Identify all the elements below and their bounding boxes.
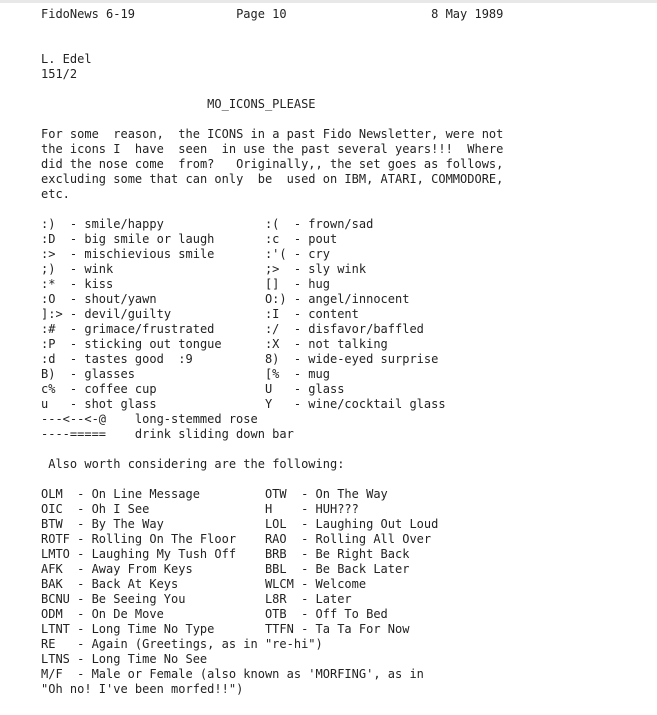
icon-row	[41, 277, 657, 292]
icon-description-right: cry	[308, 247, 330, 261]
dash-separator: -	[77, 637, 85, 651]
abbrev-right: WLCM	[264, 577, 294, 591]
abbrev-meaning-left: Away From Keys	[91, 562, 193, 576]
dash-separator: -	[301, 562, 309, 576]
icon-symbol-right: Y	[264, 397, 273, 411]
icon-symbol-left: :#	[41, 322, 56, 336]
icon-description-right: sly wink	[308, 262, 367, 276]
abbrev-meaning-left: Laughing My Tush Off	[91, 547, 237, 561]
dash-separator: -	[69, 277, 78, 291]
icon-symbol-left: c%	[41, 382, 56, 396]
dash-separator: -	[69, 337, 78, 351]
dash-separator: -	[77, 667, 85, 681]
blank-line	[41, 442, 657, 457]
abbrev-left: M/F	[41, 667, 63, 681]
abbrev-meaning-right: On The Way	[315, 487, 388, 501]
blank-line	[41, 82, 657, 97]
dash-separator: -	[69, 232, 78, 246]
icon-row	[41, 322, 657, 337]
also-considering-line: Also worth considering are the following:	[41, 457, 345, 471]
icon-symbol-right: :'(	[264, 247, 287, 261]
abbrev-row	[41, 607, 657, 622]
icon-description-left: glasses	[84, 367, 135, 381]
icon-row	[41, 367, 657, 382]
abbrev-row	[41, 592, 657, 607]
icon-row	[41, 337, 657, 352]
abbrev-meaning-left: Be Seeing You	[91, 592, 186, 606]
icon-symbol-left: :O	[41, 292, 56, 306]
header-date: 8 May 1989	[431, 7, 504, 21]
article-title: MO_ICONS_PLEASE	[207, 97, 316, 111]
icon-description-right: content	[308, 307, 359, 321]
icon-description-left: grimace/frustrated	[84, 322, 215, 336]
article-title-line	[41, 97, 657, 112]
icon-symbol-right: O:)	[264, 292, 287, 306]
icon-symbol-left: u	[41, 397, 49, 411]
icon-symbol-right: :(	[264, 217, 280, 231]
icon-description-right: not talking	[308, 337, 388, 351]
icon-row	[41, 217, 657, 232]
abbreviation-table	[41, 487, 657, 682]
header-issue: FidoNews 6-19	[41, 7, 135, 21]
intro-line: For some reason, the ICONS in a past Fido Newsletter, were not	[41, 127, 504, 141]
icon-legend-table	[41, 217, 657, 412]
dash-separator: -	[77, 577, 85, 591]
abbrev-meaning-left: By The Way	[91, 517, 164, 531]
abbrev-meaning-right: Welcome	[315, 577, 367, 591]
abbrev-right: RAO	[264, 532, 287, 546]
dash-separator: -	[301, 607, 309, 621]
abbrev-left: LMTO	[41, 547, 70, 561]
dash-separator: -	[77, 517, 85, 531]
icon-description-left: mischievious smile	[84, 247, 215, 261]
icon-description-right: wide-eyed surprise	[308, 352, 439, 366]
abbrev-left: OLM	[41, 487, 63, 501]
abbrev-meaning-left: Back At Keys	[91, 577, 179, 591]
abbrev-left: OIC	[41, 502, 63, 516]
dash-separator: -	[77, 622, 85, 636]
icon-row	[41, 352, 657, 367]
dash-separator: -	[301, 577, 309, 591]
dash-separator: -	[293, 232, 302, 246]
icon-description-left: big smile or laugh	[84, 232, 215, 246]
abbrev-right: TTFN	[264, 622, 294, 636]
abbrev-left: LTNS	[41, 652, 70, 666]
icon-description-left: sticking out tongue	[84, 337, 222, 351]
dash-separator: -	[293, 292, 302, 306]
icon-symbol-right: :X	[264, 337, 280, 351]
icon-symbol-right: []	[264, 277, 280, 291]
icon-description-right: hug	[308, 277, 330, 291]
abbrev-left: BAK	[41, 577, 63, 591]
dash-separator: -	[301, 532, 309, 546]
dash-separator: -	[293, 247, 302, 261]
dash-separator: -	[69, 262, 78, 276]
icon-row	[41, 232, 657, 247]
icon-symbol-right: :I	[264, 307, 280, 321]
icon-description-right: wine/cocktail glass	[308, 397, 446, 411]
dash-separator: -	[301, 622, 309, 636]
abbrev-right: H	[264, 502, 273, 516]
icon-row	[41, 292, 657, 307]
icon-description-left: devil/guilty	[84, 307, 172, 321]
dash-separator: -	[77, 502, 85, 516]
abbrev-meaning-right: HUH???	[315, 502, 359, 516]
page-header	[41, 7, 657, 22]
abbrev-meaning-right: Ta Ta For Now	[315, 622, 410, 636]
dash-separator: -	[293, 322, 302, 336]
abbrev-row	[41, 547, 657, 562]
dash-separator: -	[293, 367, 302, 381]
dash-separator: -	[293, 217, 302, 231]
icon-description-left: shout/yawn	[84, 292, 157, 306]
dash-separator: -	[293, 352, 302, 366]
icon-description-right: glass	[308, 382, 345, 396]
intro-line: excluding some that can only be used on IBM, ATARI, COMMODORE,	[41, 172, 504, 186]
icon-description-left: coffee cup	[84, 382, 157, 396]
dash-separator: -	[77, 607, 85, 621]
abbrev-left: AFK	[41, 562, 63, 576]
icon-row	[41, 397, 657, 412]
abbrev-right: LOL	[264, 517, 287, 531]
abbrev-row	[41, 577, 657, 592]
icon-description-right: frown/sad	[308, 217, 374, 231]
dash-separator: -	[293, 262, 302, 276]
icon-symbol-right: ;>	[264, 262, 280, 276]
abbrev-meaning-left: Again (Greetings, as in "re-hi")	[91, 637, 323, 651]
dash-separator: -	[69, 292, 78, 306]
abbrev-right: L8R	[264, 592, 287, 606]
ascii-art-symbol: ----=====	[41, 427, 107, 441]
abbrev-right: BRB	[264, 547, 287, 561]
abbrev-meaning-right: Rolling All Over	[315, 532, 432, 546]
icon-symbol-right: :c	[264, 232, 280, 246]
dash-separator: -	[69, 247, 78, 261]
abbrev-row	[41, 667, 657, 682]
dash-separator: -	[77, 562, 85, 576]
abbrev-row	[41, 562, 657, 577]
blank-line	[41, 22, 657, 37]
abbrev-meaning-left: On De Move	[91, 607, 164, 621]
abbrev-meaning-right: Off To Bed	[315, 607, 388, 621]
byline-author: L. Edel	[41, 52, 92, 66]
dash-separator: -	[293, 307, 302, 321]
dash-separator: -	[77, 532, 85, 546]
abbrev-row	[41, 637, 657, 652]
icon-description-right: disfavor/baffled	[308, 322, 424, 336]
dash-separator: -	[301, 517, 309, 531]
abbrev-row	[41, 652, 657, 667]
icon-description-left: smile/happy	[84, 217, 164, 231]
icon-row	[41, 307, 657, 322]
icon-symbol-left: :d	[41, 352, 56, 366]
intro-line: did the nose come from? Originally,, the set goes as follows,	[41, 157, 504, 171]
abbrev-left: RE	[41, 637, 56, 651]
dash-separator: -	[77, 592, 85, 606]
icon-symbol-left: ;)	[41, 262, 56, 276]
abbrev-left: BTW	[41, 517, 63, 531]
intro-line: etc.	[41, 187, 70, 201]
dash-separator: -	[69, 217, 78, 231]
ascii-art-description: drink sliding down bar	[134, 427, 294, 441]
dash-separator: -	[301, 487, 309, 501]
icon-symbol-right: :/	[264, 322, 280, 336]
header-page-number: Page 10	[236, 7, 287, 21]
abbrev-meaning-right: Be Back Later	[315, 562, 410, 576]
icon-description-left: wink	[84, 262, 114, 276]
closing-quote-line: "Oh no! I've been morfed!!")	[41, 682, 244, 696]
icon-symbol-left: B)	[41, 367, 56, 381]
icon-symbol-left: :>	[41, 247, 56, 261]
abbrev-left: ROTF	[41, 532, 70, 546]
abbrev-left: BCNU	[41, 592, 70, 606]
abbrev-row	[41, 502, 657, 517]
dash-separator: -	[69, 382, 78, 396]
icon-symbol-right: [%	[264, 367, 280, 381]
ascii-art-lines	[41, 412, 657, 442]
abbrev-meaning-left: Long Time No See	[91, 652, 208, 666]
abbrev-right: OTB	[264, 607, 287, 621]
abbrev-meaning-right: Laughing Out Loud	[315, 517, 439, 531]
dash-separator: -	[77, 487, 85, 501]
dash-separator: -	[301, 502, 309, 516]
icon-symbol-left: :P	[41, 337, 56, 351]
intro-line: the icons I have seen in use the past several years!!! Where	[41, 142, 504, 156]
abbrev-left: ODM	[41, 607, 63, 621]
icon-symbol-left: ]:>	[41, 307, 63, 321]
icon-description-right: angel/innocent	[308, 292, 410, 306]
icon-description-left: shot glass	[84, 397, 157, 411]
abbrev-meaning-left: On Line Message	[91, 487, 200, 501]
ascii-art-row	[41, 427, 657, 442]
dash-separator: -	[293, 277, 302, 291]
abbrev-meaning-right: Be Right Back	[315, 547, 410, 561]
ascii-art-description: long-stemmed rose	[134, 412, 258, 426]
abbrev-meaning-left: Long Time No Type	[91, 622, 215, 636]
icon-symbol-left: :D	[41, 232, 56, 246]
icon-description-right: pout	[308, 232, 338, 246]
abbrev-meaning-left: Male or Female (also known as 'MORFING', as in	[91, 667, 424, 681]
icon-description-left: tastes good :9	[84, 352, 193, 366]
abbrev-row	[41, 487, 657, 502]
icon-description-right: mug	[308, 367, 330, 381]
blank-line	[41, 37, 657, 52]
abbrev-meaning-left: Rolling On The Floor	[91, 532, 237, 546]
icon-row	[41, 247, 657, 262]
abbrev-right: BBL	[264, 562, 287, 576]
dash-separator: -	[301, 547, 309, 561]
dash-separator: -	[69, 352, 78, 366]
icon-symbol-right: 8)	[264, 352, 280, 366]
ascii-art-row	[41, 412, 657, 427]
icon-symbol-right: U	[264, 382, 273, 396]
icon-description-left: kiss	[84, 277, 114, 291]
dash-separator: -	[293, 382, 302, 396]
abbrev-right: OTW	[264, 487, 287, 501]
icon-symbol-left: :)	[41, 217, 56, 231]
window-top-edge	[0, 0, 657, 3]
intro-paragraph	[41, 127, 657, 202]
ascii-art-symbol: ---<--<-@	[41, 412, 107, 426]
abbrev-row	[41, 622, 657, 637]
byline-node-number: 151/2	[41, 67, 78, 81]
dash-separator: -	[69, 367, 78, 381]
dash-separator: -	[69, 307, 78, 321]
blank-line	[41, 202, 657, 217]
dash-separator: -	[69, 397, 78, 411]
abbrev-row	[41, 517, 657, 532]
abbrev-row	[41, 532, 657, 547]
dash-separator: -	[77, 652, 85, 666]
dash-separator: -	[293, 397, 302, 411]
dash-separator: -	[293, 337, 302, 351]
dash-separator: -	[77, 547, 85, 561]
dash-separator: -	[69, 322, 78, 336]
dash-separator: -	[301, 592, 309, 606]
abbrev-meaning-right: Later	[315, 592, 352, 606]
blank-line	[41, 472, 657, 487]
icon-symbol-left: :*	[41, 277, 56, 291]
abbrev-left: LTNT	[41, 622, 70, 636]
blank-line	[41, 112, 657, 127]
icon-row	[41, 382, 657, 397]
icon-row	[41, 262, 657, 277]
abbrev-meaning-left: Oh I See	[91, 502, 150, 516]
